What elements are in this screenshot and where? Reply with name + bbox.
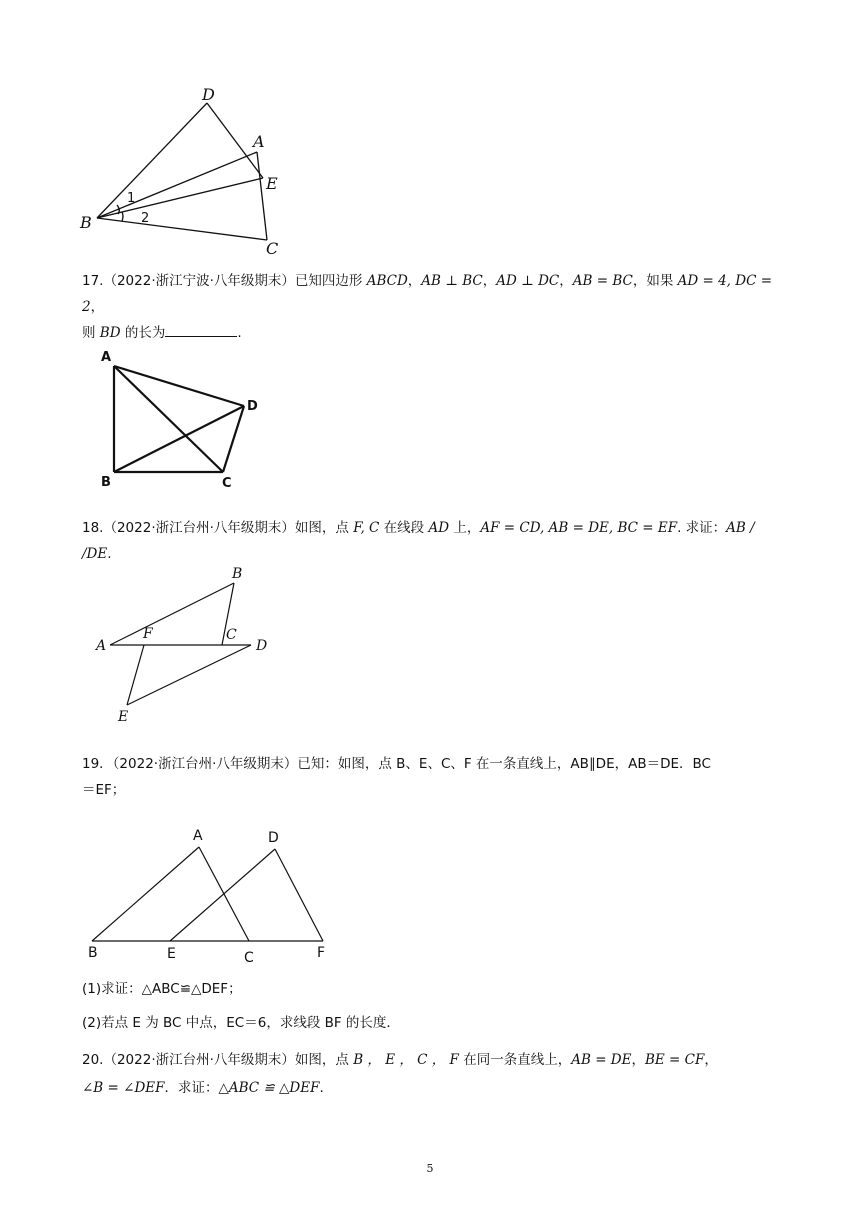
q20-goal: △ABC ≌ △DEF [218, 1080, 320, 1096]
q19-line1: 19．（2022·浙江台州·八年级期末）已知：如图，点 B、E、C、F 在一条直线上，AB∥DE，AB＝DE．BC [82, 756, 711, 772]
question-17: 17.（2022·浙江宁波·八年级期末）已知四边形 ABCD，AB ⊥ BC，AD ⊥ DC，AB = BC，如果 AD = 4, DC = 2， 则 BD 的长为 . [82, 273, 773, 341]
q18-goal: AB / /DE [82, 520, 755, 562]
q20-mid: 在同一条直线上， [458, 1052, 572, 1068]
segment-AC [257, 152, 267, 240]
q20-prefix: 20.（2022·浙江台州·八年级期末）如图，点 [82, 1052, 354, 1068]
label-C: C [226, 627, 237, 643]
segment-BA [92, 847, 199, 941]
label-C: C [266, 239, 279, 257]
q18-mid3: . 求证： [677, 520, 727, 536]
question-19-part-2 [82, 1010, 782, 1036]
q17-prefix: 17.（2022·浙江宁波·八年级期末）已知四边形 [82, 273, 367, 289]
segment-FE [127, 645, 144, 705]
label-F: F [317, 945, 326, 961]
label-D: D [268, 830, 279, 846]
q18-end: . [107, 546, 112, 562]
figure-19-diagram [85, 825, 335, 965]
q18-prefix: 18.（2022·浙江台州·八年级期末）如图，点 [82, 520, 354, 536]
q20-cond2: BE = CF [644, 1052, 705, 1068]
q20-end: . [319, 1080, 324, 1096]
label-D: D [202, 85, 215, 104]
q17-target: BD [99, 325, 121, 341]
label-D: D [247, 399, 258, 414]
q17-cond4: AD = 4, DC = 2 [82, 273, 773, 315]
question-19-part-1 [82, 976, 782, 1002]
q18-mid2: 上， [449, 520, 481, 536]
q20-line2-mid: ．求证： [164, 1080, 219, 1096]
answer-blank[interactable] [165, 322, 237, 337]
q17-cond3: AB = BC [572, 273, 633, 289]
label-A: A [253, 132, 265, 151]
q18-mid1: 在线段 [379, 520, 429, 536]
q17-line2-prefix: 则 [82, 325, 100, 341]
figure-16-diagram [75, 82, 295, 257]
q18-points: F, C [353, 520, 380, 536]
figure-18-diagram [88, 560, 278, 725]
label-A: A [193, 828, 203, 844]
q20-cond1: AB = DE [571, 1052, 632, 1068]
angle-2-label: 2 [141, 211, 150, 226]
label-E: E [167, 946, 176, 962]
segment-BC [97, 218, 267, 240]
label-C: C [244, 950, 254, 965]
q17-mid: ，如果 [632, 273, 678, 289]
label-B: B [232, 566, 243, 582]
figure-17-diagram [95, 345, 275, 490]
label-B: B [80, 213, 92, 232]
label-C: C [222, 476, 232, 490]
q17-quad: ABCD [366, 273, 408, 289]
q18-seg: AD [428, 520, 450, 536]
page-number: 5 [426, 1162, 434, 1175]
question-20: 20.（2022·浙江台州·八年级期末）如图，点 B ， E ， C ， F 在同一条直线上，AB = DE，BE = CF， ∠B = ∠DEF．求证：△ABC ≌ △DEF. [82, 1052, 718, 1096]
q20-line2-cond: ∠B = ∠DEF [82, 1080, 165, 1096]
segment-BD [97, 103, 207, 218]
label-B: B [101, 475, 111, 490]
segment-ED [170, 849, 275, 941]
angle-1-label: 1 [127, 191, 136, 206]
question-19 [82, 751, 782, 803]
segment-ED [127, 645, 251, 705]
q17-cond2: AD ⊥ DC [496, 273, 560, 289]
segment-DF [275, 849, 323, 941]
q19-part1-text: (1)求证：△ABC≌△DEF； [82, 981, 242, 997]
q20-points: B ， E ， C ， F [353, 1052, 459, 1068]
q17-cond1: AB ⊥ BC [421, 273, 483, 289]
label-D: D [256, 638, 268, 654]
q17-line2-suffix: 的长为 [120, 325, 166, 341]
label-F: F [143, 626, 153, 642]
q19-line2: ＝EF； [82, 782, 126, 798]
label-A: A [96, 638, 107, 654]
label-E: E [118, 709, 129, 725]
label-B: B [88, 945, 98, 961]
segment-AB [110, 583, 234, 645]
label-A: A [101, 350, 112, 365]
q17-end: . [237, 325, 242, 341]
segment-BD [114, 406, 244, 472]
label-E: E [266, 174, 278, 193]
q19-part2-text: (2)若点 E 为 BC 中点，EC＝6，求线段 BF 的长度． [82, 1015, 400, 1031]
q18-conds: AF = CD, AB = DE, BC = EF [480, 520, 678, 536]
angle-2-arc [122, 212, 123, 221]
